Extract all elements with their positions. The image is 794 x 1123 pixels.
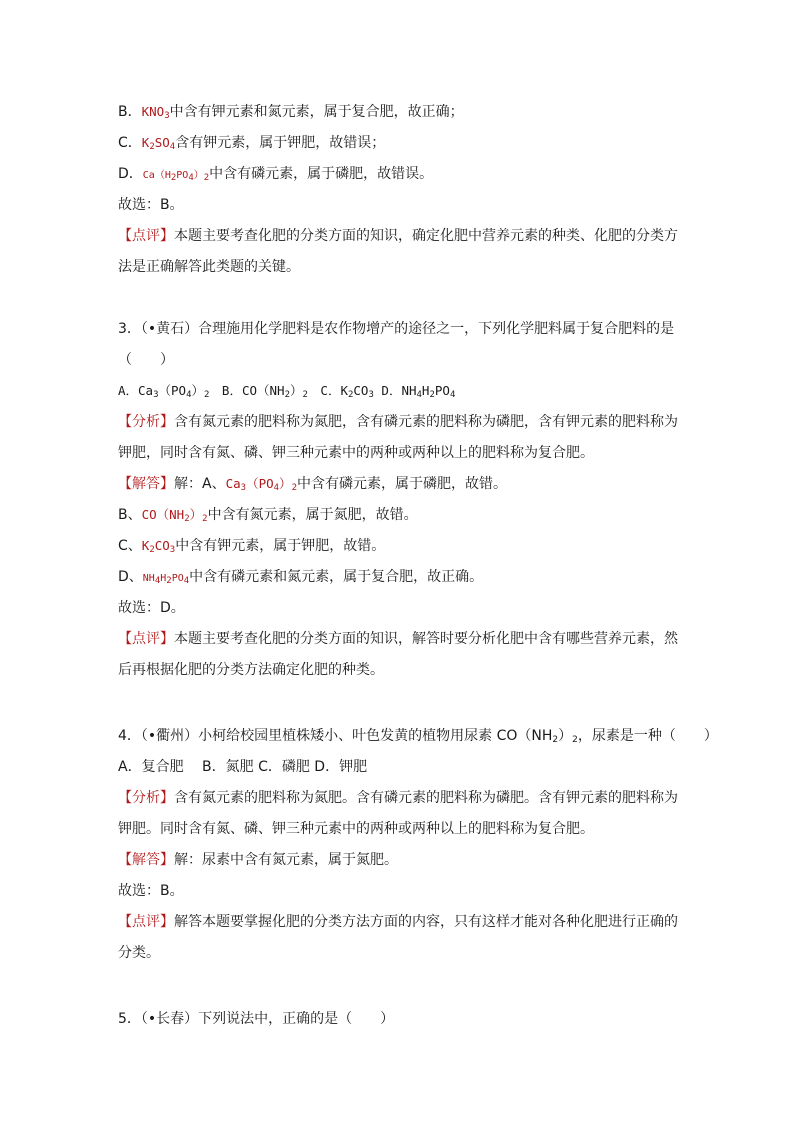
option-a: A．$Ca_3(PO_4)_2$ xyxy=(118,383,210,400)
comment-text: 本题主要考查化肥的分类方面的知识，确定化肥中营养元素的种类、化肥的分类方 xyxy=(174,228,678,244)
solution-text: 中含有磷元素和氮元素，属于复合肥，故正确。 xyxy=(189,569,484,585)
q3-comment-line2: 后再根据化肥的分类方法确定化肥的种类。 xyxy=(118,662,384,678)
comment-tag: 【点评】 xyxy=(118,228,174,244)
option-b: B．$CO(NH_2)_2$ xyxy=(209,383,308,400)
solution-text: 解：尿素中含有氮元素，属于氮肥。 xyxy=(174,852,398,868)
prev-option-d xyxy=(118,165,678,187)
q4-solution xyxy=(118,851,678,869)
formula: $K_2CO_3$ xyxy=(141,538,176,555)
comment-text: 解答本题要掌握化肥的分类方法方面的内容，只有这样才能对各种化肥进行正确的 xyxy=(174,914,678,930)
formula: $KNO_3$ xyxy=(141,104,170,121)
prev-comment-line2: 法是正确解答此类题的关键。 xyxy=(118,259,300,275)
formula: Ca（H2PO4）2 xyxy=(142,170,210,183)
q3-solution-d xyxy=(118,568,678,590)
option-d: D．$NH_4H_2PO_4$ xyxy=(373,383,456,400)
q3-stem-line2: （ ） xyxy=(118,352,174,368)
q4-options: A．复合肥 B．氮肥 C．磷肥 D．钾肥 xyxy=(118,759,368,775)
analysis-text: 含有氮元素的肥料称为氮肥，含有磷元素的肥料称为磷肥，含有钾元素的肥料称为 xyxy=(174,414,678,430)
q4-comment-line1 xyxy=(118,913,678,931)
solution-text: 中含有钾元素，属于钾肥，故错。 xyxy=(175,538,386,554)
formula: $K_2SO_4$ xyxy=(141,135,176,152)
q4-comment-line2: 分类。 xyxy=(118,945,160,961)
q3-stem-line1: 3．（•黄石）合理施用化学肥料是农作物增产的途径之一，下列化学肥料属于复合肥料的是 xyxy=(118,321,675,337)
q3-analysis-line2: 钾肥，同时含有氮、磷、钾三种元素中的两种或两种以上的肥料称为复合肥。 xyxy=(118,445,594,461)
analysis-text: 含有氮元素的肥料称为氮肥。含有磷元素的肥料称为磷肥。含有钾元素的肥料称为 xyxy=(174,790,678,806)
q4-stem: 4．（•衢州）小柯给校园里植株矮小、叶色发黄的植物用尿素 $CO(NH_2)_2$，尿素是一种（ ） xyxy=(118,728,718,745)
q4-answer: 故选：B。 xyxy=(118,883,184,899)
solution-prefix: B、 xyxy=(118,507,142,523)
option-c: C．$K_2CO_3$ xyxy=(307,383,374,400)
formula: $CO(NH_2)_2$ xyxy=(141,507,208,524)
option-label: C． xyxy=(118,135,142,151)
solution-tag: 【解答】 xyxy=(118,852,174,868)
option-text: 中含有钾元素和氮元素，属于复合肥，故正确； xyxy=(169,104,464,120)
option-text: 含有钾元素，属于钾肥，故错误； xyxy=(175,135,386,151)
solution-prefix: D、 xyxy=(118,569,143,585)
formula: $Ca_3(PO_4)_2$ xyxy=(225,476,297,493)
comment-tag: 【点评】 xyxy=(118,914,174,930)
option-text: 中含有磷元素，属于磷肥，故错误。 xyxy=(209,166,434,182)
formula: NH4H2PO4 xyxy=(142,573,190,586)
solution-prefix: 解：A、 xyxy=(174,476,226,492)
option-label: B． xyxy=(118,104,142,120)
q3-comment-line1 xyxy=(118,630,678,648)
comment-tag: 【点评】 xyxy=(118,631,174,647)
q3-answer: 故选：D。 xyxy=(118,600,185,616)
solution-tag: 【解答】 xyxy=(118,476,174,492)
q3-solution-c xyxy=(118,537,678,559)
solution-text: 中含有氮元素，属于氮肥，故错。 xyxy=(207,507,418,523)
solution-text: 中含有磷元素，属于磷肥，故错。 xyxy=(296,476,507,492)
analysis-tag: 【分析】 xyxy=(118,414,174,430)
q3-solution-b xyxy=(118,506,678,528)
q3-analysis-line1 xyxy=(118,413,678,431)
prev-option-c xyxy=(118,134,678,156)
prev-option-b xyxy=(118,103,678,125)
q3-solution-a xyxy=(118,475,678,497)
prev-comment-line1 xyxy=(118,227,678,245)
solution-prefix: C、 xyxy=(118,538,142,554)
q3-options xyxy=(118,382,678,404)
analysis-tag: 【分析】 xyxy=(118,790,174,806)
q4-analysis-line1 xyxy=(118,789,678,807)
q5-stem: 5．（•长春）下列说法中，正确的是（ ） xyxy=(118,1011,395,1027)
q4-analysis-line2: 钾肥。同时含有氮、磷、钾三种元素中的两种或两种以上的肥料称为复合肥。 xyxy=(118,821,594,837)
comment-text: 本题主要考查化肥的分类方面的知识，解答时要分析化肥中含有哪些营养元素，然 xyxy=(174,631,678,647)
prev-answer: 故选：B。 xyxy=(118,197,184,213)
option-label: D． xyxy=(118,166,143,182)
